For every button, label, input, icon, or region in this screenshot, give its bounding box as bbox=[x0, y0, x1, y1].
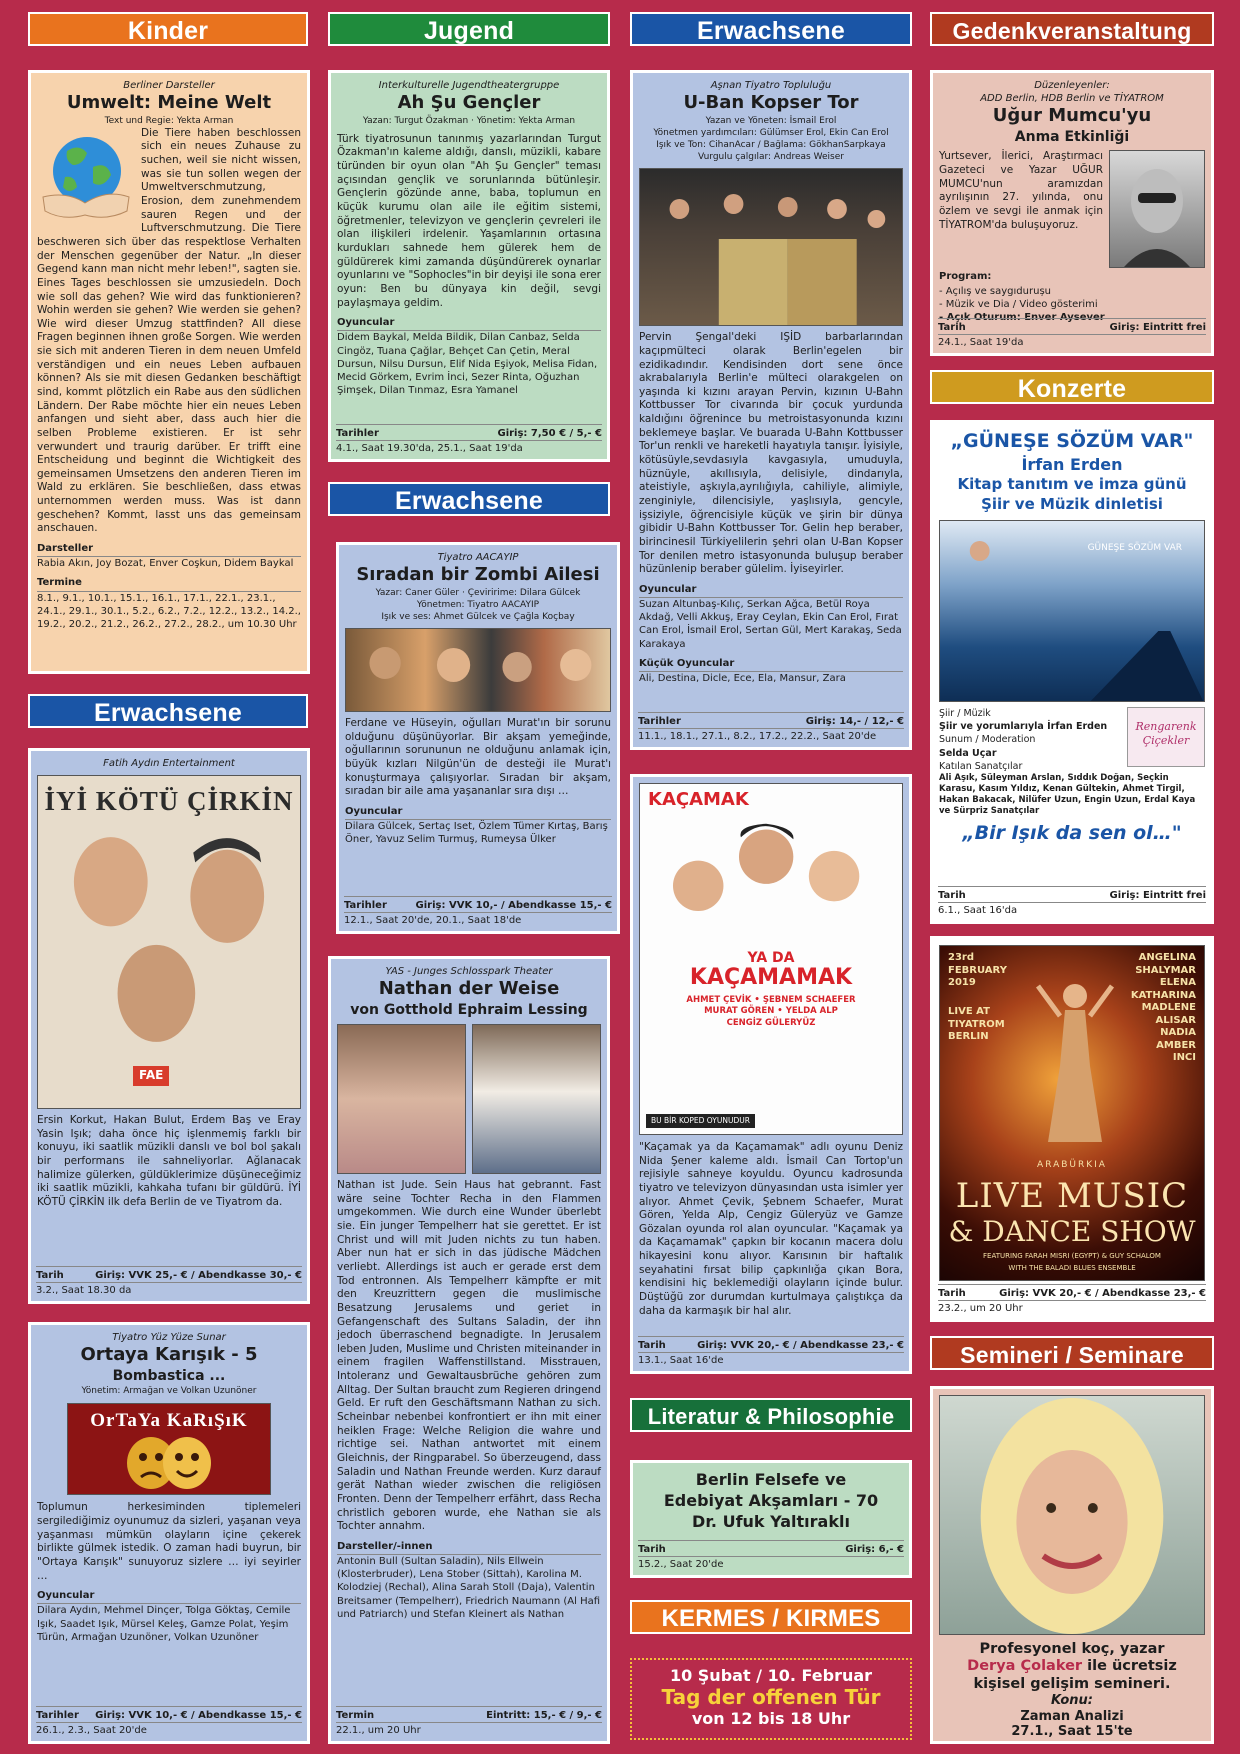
photo-stage bbox=[639, 168, 903, 326]
header-konzerte: Konzerte bbox=[930, 370, 1214, 404]
poster-title: İYİ KÖTÜ ÇİRKİN bbox=[44, 786, 294, 817]
card-ortaya bbox=[28, 1322, 310, 1744]
event-dates: 13.1., Saat 16'de bbox=[638, 1352, 904, 1367]
organizer: YAS - Junges Schlosspark Theater bbox=[385, 966, 553, 977]
kermes-title: Tag der offenen Tür bbox=[661, 1685, 881, 1709]
artists-list: Ali Aşık, Süleyman Arslan, Sıddık Doğan, Seçkin Karasu, Kasım Yıldız, Kenan Gültekin, Ahmet Tirgil, Hakan Bakacak, Nilüfer Uzun, Engin Uzun, Erdal Kaya ve Sürpriz Sanatçılar bbox=[939, 773, 1196, 817]
poster-featuring: FEATURING FARAH MISRI (EGYPT) & GUY SCHALOM bbox=[983, 1252, 1161, 1260]
card-kacamak bbox=[630, 774, 912, 1374]
cast-label: Oyuncular bbox=[345, 805, 611, 820]
event-title: Nathan der Weise bbox=[378, 978, 560, 1000]
event-dates: 6.1., Saat 16'da bbox=[938, 902, 1206, 917]
photo-tempelherr bbox=[472, 1024, 601, 1174]
entry-row: Termin Eintritt: 15,- € / 9,- € bbox=[336, 1706, 602, 1722]
event-line: Şiir ve Müzik dinletisi bbox=[981, 494, 1163, 513]
credits: Vurgulu çalgılar: Andreas Weiser bbox=[698, 152, 844, 163]
entry-row: Tarih Giriş: Eintritt frei bbox=[938, 886, 1206, 902]
kermes-box bbox=[630, 1658, 912, 1740]
organizer: Interkulturelle Jugendtheatergruppe bbox=[378, 80, 560, 91]
program-item: - Müzik ve Dia / Video gösterimi bbox=[939, 298, 1098, 310]
event-dates: 26.1., 2.3., Saat 20'de bbox=[36, 1722, 302, 1737]
header-gedenk: Gedenkveranstaltung bbox=[930, 12, 1214, 46]
header-jugend: Jugend bbox=[328, 12, 610, 46]
dates-label: Termine bbox=[37, 576, 301, 591]
credits: Yazan: Turgut Özakman · Yönetim: Yekta Arman bbox=[362, 115, 576, 126]
description: Die Tiere haben beschlossen sich ein neues Zuhause zu suchen, weil sie nicht wissen, was sie tun sollen wegen der Umweltverschmutzung, Erosion, dem zunehmendem sauren Regen und der Luftverschmutzung. Die Tiere beschweren sich über das respektlose Verhalten der Menschen gegenüber der Natur. „In dieser Gegend kann man nicht mehr leben!", sagten sie. Eines Tages beschlossen sie umzusiedeln. Doch wie soll das gehen? Wie wird das funktionieren? Wohin werden sie gehen? Wie werden sie gehen? Wie wird dieser Umzug stattfinden? All diese Fragen beginnen ihnen große Sorgen. Wie werden sie sich mit anderen Tieren in dem neuen Umfeld verständigen und ein neues Leben aufbauen können? Als sie mit diesen Gedanken beschäftigt sind, kommt plötzlich ein Rabe aus den südlichen Ländern. Der Rabe möchte hier ein neues Leben anfangen und sieht aber, dass auch hier die selben Probleme existieren. Er ist sehr verwundert und traurig darüber. Er trifft eine Entscheidung und beginnt die Wichtigkeit des gemeinsamen Umsetzens den anderen Tieren im Wald zu erklären. Sie beschließen, dass etwas unternommen werden muss. Was ist dann geschehen? Kommt, lasst uns das gemeinsam anschauen. bbox=[37, 126, 301, 535]
description: Toplumun herkesiminden tiplemeleri sergilediğimiz oyunumuz da sizleri, yaşanan veya yaşanması mümkün olayların içine çekerek birlikte gülmek istedik. O zaman hadi buyrun, bir "Ortaya Karışık" sunuyoruz sizlere … iyi seyirler … bbox=[37, 1501, 301, 1582]
faces-illustration bbox=[38, 820, 300, 1060]
slogan: „Bir Işık da sen ol…" bbox=[962, 822, 1182, 845]
header-kinder: Kinder bbox=[28, 12, 308, 46]
credits: Yönetmen: Tiyatro AACAYIP bbox=[416, 599, 540, 610]
entry-price: Giriş: VVK 20,- € / Abendkasse 23,- € bbox=[999, 1287, 1206, 1299]
cast-list: Suzan Altunbaş-Kılıç, Serkan Ağca, Betül Roya Akdağ, Velli Akkuş, Eray Ceylan, Ekin Can Erol, Fırat Can Erol, İsmail Erol, Sertan Gül, Mert Karakaş, Seda Karakaya bbox=[639, 598, 902, 650]
role-label: Sunum / Moderation bbox=[939, 734, 1036, 746]
entry-price: Giriş: VVK 10,- / Abendkasse 15,- € bbox=[415, 899, 612, 911]
entry-row: Tarihler Giriş: 7,50 € / 5,- € bbox=[336, 424, 602, 440]
entry-row: Tarih Giriş: VVK 20,- € / Abendkasse 23,- € bbox=[938, 1284, 1206, 1300]
header-erwachsene-1: Erwachsene bbox=[630, 12, 912, 46]
event-dates: 4.1., Saat 19.30'da, 25.1., Saat 19'da bbox=[336, 440, 602, 455]
cast-faces bbox=[640, 816, 902, 944]
cast-list: Dilara Gülcek, Sertaç Iset, Özlem Tümer Kırtaş, Barış Öner, Yavuz Selim Turmuş, Rumeysa Ülker bbox=[345, 821, 608, 846]
organizer-label: Düzenleyenler: bbox=[1034, 80, 1110, 91]
organizer: Tiyatro Yüz Yüze Sunar bbox=[112, 1332, 226, 1343]
entry-row: Tarihler Giriş: VVK 10,- € / Abendkasse 15,- € bbox=[36, 1706, 302, 1722]
card-nathan bbox=[328, 956, 610, 1744]
description: Ferdane ve Hüseyin, oğulları Murat'ın bir sorunu olduğunu düşünüyorlar. Bir akşam yemeğinde, oğullarının sorununun ne olduğunu anlamak için, büyük kızları Nilgün'ün de desteği ile Murat'ı konuşturmaya çalışıyorlar. Sıradan bir akşam, sıradan bir aile ama yaşananlar sıra dışı … bbox=[345, 717, 611, 798]
card-umwelt bbox=[28, 70, 310, 674]
event-line-2: Edebiyat Akşamları - 70 bbox=[663, 1491, 879, 1511]
speaker-name: Derya Çolaker bbox=[967, 1658, 1083, 1675]
book-cover bbox=[939, 520, 1205, 702]
poster-kacamak: KAÇAMAK YA DA KAÇAMAMAK AHMET ÇEVİK • ŞEBNEM SCHAEFER MURAT GÖREN • YELDA ALP CENGİZ GÜLERYÜZ BU BİR KOPED OYUNUDUR bbox=[639, 783, 903, 1135]
program-label: Program: bbox=[939, 271, 992, 283]
entry-row: Tarih Giriş: VVK 20,- € / Abendkasse 23,- € bbox=[638, 1336, 904, 1352]
card-gunese bbox=[930, 420, 1214, 924]
event-line-3: Dr. Ufuk Yaltıraklı bbox=[692, 1512, 850, 1532]
photo-recha bbox=[337, 1024, 466, 1174]
event-dates: 11.1., 18.1., 27.1., 8.2., 17.2., 22.2., Saat 20'de bbox=[638, 728, 904, 743]
cast-label: Oyuncular bbox=[639, 583, 903, 598]
header-kermes: KERMES / KIRMES bbox=[630, 1600, 912, 1634]
organizer: Fatih Aydın Entertainment bbox=[103, 758, 235, 769]
event-dates: 22.1., um 20 Uhr bbox=[336, 1722, 602, 1737]
card-uban bbox=[630, 70, 912, 750]
card-zombi bbox=[336, 542, 620, 934]
cast-list: Antonin Bull (Sultan Saladin), Nils Ellwein (Klosterbruder), Lena Stober (Sittah), Karolina M. Kolodziej (Rechal), Alina Sarah Stoll (Daja), Valentin Breitsamer (Tempelherr), Friedrich Naumann (Al Hafi und Patriarch) und Stefan Kleinert als Nathan bbox=[337, 1556, 601, 1620]
description: Pervin Şengal'deki IŞİD barbarlarından kaçıpmülteci olarak Berlin'egelen bir ezidikadındır. Kendisinden dort sene önce akrabalarıyla Berlin'e mülteci olarakgelen on yaşında ki kızını arayan Pervin, kızının U-Bahn Kottbusser Tor civarında bir çocuk yurdunda kaldığını öğrenince bu metroistasyonunda kızını beklemeye başlar. Ve buarada U-Bahn Kottbusser Tor'un renkli ve hareketli hayatıyla tanışır. İyisiyle, kötüsüyle,sevdasıyla kavgasıyla, umuduyla, hüznüyle, akıllısıyla, delisiyle, dindarıyla, ateistiyle, aşkıyla,ayrılığıyla, cahiliyle, alimiyle, zenginiyle, dilencisiyle, yaşlısıyla, gencyle, işsiziyle, öğrencisiyle küçük ve şirin bir dünya gibidir U-Bahn Kottbusser Tor. Gelin hep beraber, birincinesil Türkiyelilerin şehri olan U-Ban Kopser Tor denilen metro istasyonunda buluşup beraber hüzünlenip beraber gülelim. İyiseyirler. bbox=[639, 331, 903, 576]
kermes-time: von 12 bis 18 Uhr bbox=[691, 1709, 851, 1728]
globe-hands-icon bbox=[37, 131, 135, 223]
event-dates: 3.2., Saat 18.30 da bbox=[36, 1282, 302, 1297]
entry-row: Tarihler Giriş: VVK 10,- / Abendkasse 15,- € bbox=[344, 896, 612, 912]
event-title: „GÜNEŞE SÖZÜM VAR" bbox=[950, 430, 1194, 452]
event-title: Ortaya Karışık - 5 bbox=[80, 1344, 258, 1366]
entry-row: Tarih Giriş: Eintritt frei bbox=[938, 318, 1206, 334]
poster-location: LIVE AT TIYATROM BERLIN bbox=[948, 1006, 1005, 1042]
organizer: Tiyatro AACAYIP bbox=[437, 552, 519, 563]
entry-row: Tarih Giriş: VVK 25,- € / Abendkasse 30,- € bbox=[36, 1266, 302, 1282]
entry-price: Giriş: Eintritt frei bbox=[1109, 889, 1206, 901]
program-item: - Açık Oturum: Enver Aysever bbox=[939, 311, 1105, 323]
event-line: Kitap tanıtım ve imza günü bbox=[957, 475, 1187, 494]
entry-row: Tarih Giriş: 6,- € bbox=[638, 1540, 904, 1556]
event-line-1: Berlin Felsefe ve bbox=[695, 1470, 847, 1489]
role-value: Selda Uçar bbox=[939, 747, 997, 759]
cover-title: GÜNEŞE SÖZÜM VAR bbox=[1087, 542, 1182, 553]
entry-price: Giriş: VVK 20,- € / Abendkasse 23,- € bbox=[697, 1339, 904, 1351]
seminar-line-3: kişisel gelişim semineri. bbox=[973, 1675, 1171, 1692]
cast-list: Dilara Aydın, Mehmel Dinçer, Tolga Göktaş, Cemile Işık, Saadet Işık, Mürsel Keleş, Gamze Polat, Yeşim Türün, Armağan Uzunöner, Volkan Uzunöner bbox=[37, 1605, 291, 1643]
role-label: Katılan Sanatçılar bbox=[939, 760, 1023, 772]
event-dates: 23.2., um 20 Uhr bbox=[938, 1300, 1206, 1315]
role-label: Şiir / Müzik bbox=[939, 707, 991, 719]
card-felsefe bbox=[630, 1460, 912, 1578]
card-ahsu bbox=[328, 70, 610, 462]
event-title: Uğur Mumcu'yu bbox=[992, 105, 1152, 127]
cast-list: Rabia Akın, Joy Bozat, Enver Coşkun, Didem Baykal bbox=[37, 558, 294, 570]
dates-list: 8.1., 9.1., 10.1., 15.1., 16.1., 17.1., 22.1., 23.1., 24.1., 29.1., 30.1., 5.2., 6.2., 7.2., 12.2., 13.2., 14.2., 19.2., 20.2., 21.2., 26.2., 27.2., 28.2., um 10.30 Uhr bbox=[37, 592, 301, 630]
header-literatur: Literatur & Philosophie bbox=[630, 1398, 912, 1432]
credits: Yazan ve Yöneten: İsmail Erol bbox=[705, 115, 837, 126]
card-seminar bbox=[930, 1386, 1214, 1744]
artist-name: İrfan Erden bbox=[1021, 455, 1123, 475]
event-title: Ah Şu Gençler bbox=[397, 92, 541, 114]
photo-derya bbox=[939, 1395, 1205, 1635]
dancers-list: ANGELINA SHALYMAR ELENA KATHARINA MADLENE ALISAR NADIA AMBER INCI bbox=[1130, 952, 1196, 1063]
card-dance bbox=[930, 936, 1214, 1322]
organizer: ADD Berlin, HDB Berlin ve TİYATROM bbox=[980, 93, 1164, 105]
credits: Yazar: Caner Güler · Çeviririme: Dilara Gülcek bbox=[375, 587, 581, 598]
header-seminare: Semineri / Seminare bbox=[930, 1336, 1214, 1370]
theatre-masks-icon bbox=[109, 1433, 229, 1493]
card-mumcu bbox=[930, 70, 1214, 356]
poster-iyikotu bbox=[37, 775, 301, 1109]
organizer: Aşnan Tiyatro Topluluğu bbox=[710, 80, 832, 91]
poster-ensemble: WITH THE BALADI BLUES ENSEMBLE bbox=[1008, 1264, 1136, 1272]
poster-brand: ARABÜRKIA bbox=[1037, 1160, 1107, 1170]
poster-big-2: & DANCE SHOW bbox=[948, 1215, 1196, 1248]
entry-price: Giriş: 14,- / 12,- € bbox=[805, 715, 904, 727]
poster-date: 23rd FEBRUARY 2019 bbox=[948, 952, 1007, 988]
header-erwachsene-3: Erwachsene bbox=[28, 694, 308, 728]
event-dates: 12.1., Saat 20'de, 20.1., Saat 18'de bbox=[344, 912, 612, 927]
credits: Yönetmen yardımcıları: Gülümser Erol, Ekin Can Erol bbox=[653, 127, 889, 138]
dancer-silhouette bbox=[1030, 966, 1120, 1146]
description: Ersin Korkut, Hakan Bulut, Erdem Baş ve Eray Yasin Işık; daha önce hiç işlenmemiş farklı bir konuyu, iki saatlik müzikli danslı ve bol bol şakalı bir performans ile sahneliyorlar. Ağlanacak halimize gülerken, güldüklerimize düşüneceğimiz iki saatlik müzikli, kahkaha tufanı bir güldürü. İYİ KÖTÜ ÇİRKİN ilk defa Berlin de ve Tiyatrom da. bbox=[37, 1114, 301, 1209]
program-item: - Açılış ve saygıdurușu bbox=[939, 285, 1051, 297]
credits: Işık ve Ton: CihanAcar / Bağlama: GökhanSarpkaya bbox=[656, 139, 886, 150]
card-iyikotu bbox=[28, 748, 310, 1304]
kids-cast-label: Küçük Oyuncular bbox=[639, 657, 903, 672]
poster-big-1: LIVE MUSIC bbox=[955, 1176, 1189, 1216]
event-title: U-Ban Kopser Tor bbox=[683, 92, 859, 114]
topic-label: Konu: bbox=[1050, 1693, 1093, 1709]
description: Yurtsever, İlerici, Araştırmacı Gazeteci ve Yazar UĞUR MUMCU'nun aramızdan ayrılışının 27. yılında, onu özlem ve sevgi ile anmak için TİYATROM'da buluşuyoruz. bbox=[939, 150, 1103, 231]
event-subtitle: Bombastica ... bbox=[112, 1367, 226, 1384]
kermes-date: 10 Şubat / 10. Februar bbox=[669, 1666, 873, 1685]
cast-label: Darsteller bbox=[37, 542, 301, 557]
entry-row: Tarihler Giriş: 14,- / 12,- € bbox=[638, 712, 904, 728]
entry-price: Giriş: VVK 25,- € / Abendkasse 30,- € bbox=[95, 1269, 302, 1281]
event-title: Sıradan bir Zombi Ailesi bbox=[356, 564, 600, 586]
entry-price: Giriş: 7,50 € / 5,- € bbox=[497, 427, 602, 439]
credits: Yönetim: Armağan ve Volkan Uzunöner bbox=[81, 1386, 257, 1397]
poster-dance bbox=[939, 945, 1205, 1281]
cast-label: Oyuncular bbox=[337, 316, 601, 331]
cast-label: Darsteller/-innen bbox=[337, 1540, 601, 1555]
event-subtitle: Anma Etkinliği bbox=[1014, 128, 1130, 145]
entry-price: Giriş: 6,- € bbox=[845, 1543, 904, 1555]
entry-price: Giriş: Eintritt frei bbox=[1109, 321, 1206, 333]
ortaya-banner: OrTaYa KaRıŞıK bbox=[67, 1403, 271, 1495]
kids-cast-list: Ali, Destina, Dicle, Ece, Ela, Mansur, Zara bbox=[639, 672, 846, 684]
event-dates: 15.2., Saat 20'de bbox=[638, 1556, 904, 1571]
event-dates: 24.1., Saat 19'da bbox=[938, 334, 1206, 349]
topic: Zaman Analizi bbox=[1020, 1708, 1124, 1724]
rengarenk-logo: Rengarenk Çiçekler bbox=[1127, 707, 1205, 767]
role-value: Şiir ve yorumlarıyla İrfan Erden bbox=[939, 721, 1108, 733]
event-subtitle: von Gotthold Ephraim Lessing bbox=[350, 1001, 588, 1018]
credits: Text und Regie: Yekta Arman bbox=[104, 115, 234, 126]
seminar-line-1: Profesyonel koç, yazar bbox=[979, 1641, 1165, 1657]
photo-cast bbox=[345, 628, 611, 712]
seminar-line-2: Derya Çolaker ile ücretsiz bbox=[967, 1658, 1177, 1675]
entry-price: Giriş: VVK 10,- € / Abendkasse 15,- € bbox=[95, 1709, 302, 1721]
organizer: Berliner Darsteller bbox=[123, 80, 215, 91]
description: "Kaçamak ya da Kaçamamak" adlı oyunu Deniz Nida Şener kaleme aldı. İsmail Can Tortop'un rejisiyle sahneye koyuldu. Oyuncu kadrosunda tiyatro ve televizyon dünyasından usta isimler yer alıyor. Ahmet Çevik, Şebnem Schaefer, Murat Gören, Yelda Alp, Cengiz Güleryüz ve Gamze Gözalan oyunda rol alan oyuncular. "Kaçamak ya da Kaçamamak" çapkın bir kocanın macera dolu hikayesini konu alıyor. Karısının bir haftalık seyahatini fırsat bilip çapkınlığa çıkan Bora, kendisini hiç beklemediği olayların içinde bulur. Düştüğü zor durumdan kurtulmaya çalıştıkça da daha da karmaşık bir hal alır. bbox=[639, 1141, 903, 1317]
cast-label: Oyuncular bbox=[37, 1589, 301, 1604]
fae-logo: FAE bbox=[133, 1066, 169, 1086]
event-title: Umwelt: Meine Welt bbox=[66, 92, 272, 114]
description: Nathan ist Jude. Sein Haus hat gebrannt. Fast wäre seine Tochter Recha in den Flammen umgekommen. Wie durch eine Wunder überlebt sie. Ein junger Tempelherr hat sie gerettet. Er ist Christ und will mit Juden nichts zu tun haben. Aber nun hat er sich in das jüdische Mädchen verliebt. Allerdings ist auch er gerade erst dem Tod entronnen. Als Tempelherr kämpfte er mit den Kreuzrittern gegen die muslimische Besatzung Jerusalems und geriet in Gefangenschaft des Sultans Saladin, der ihn jedoch überraschend begnadigte. In Jerusalem leben Juden, Muslime und Christen miteinander in einem fragilen Waffenstillstand. Misstrauen, Intoleranz und Gewaltausbrüche gehören zum Alltag. Der Sultan braucht zum Regieren dringend Geld. Er ruft den Geschäftsmann Nathan zu sich. Scheinbar nebenbei konfrontiert er ihn mit einer heiklen Frage: Welche Religion die wahre und richtige sei. Nathan antwortet mit einem Gleichnis, der Ringparabel. So überzeugend, dass Saladin und Nathan Freunde werden. Kurz darauf gerät Nathan wieder zwischen die religiösen Fronten. Denn der Tempelherr erfährt, dass Recha christlich geboren wurde, ehe Nathan sie als Tochter annahm. bbox=[337, 1179, 601, 1533]
description: Türk tiyatrosunun tanınmış yazarlarından Turgut Özakman'ın kaleme aldığı, danslı, müzikli, kabare türünden bir oyun olan "Ah Şu Gençler" teması açısından gençlik ve sorunlarında bütünleşir. Gençlerin gözünde anne, baba, toplumun en küçük kurumu olan aile ile eğitim sistemi, öğretmenler, televizyon ve gençlerin çevreleri ile olan ilişkileri irdelenir. Yaşamlarının ortasına kurdukları sahnede hem gülerek hem de güldürerek kimi zamanda düşündürerek oynarlar oyunlarını ve "Sophocles"in bir deyişi ile sona erer oyun: Ben bu dünyaya kin değil, sevgi paylaşmaya geldim. bbox=[337, 132, 601, 309]
portrait-mumcu bbox=[1109, 150, 1205, 268]
cast-list: Didem Baykal, Melda Bildik, Dilan Canbaz, Selda Cingöz, Tuana Çağlar, Behçet Can Çetin, Meral Dursun, Nilsu Dursun, Elif Nida Eşiyok, Melisa Fidan, Mecid Görkem, Evrim İnci, Sezer Rinta, Oğuzhan Şimşek, Dilan Tınmaz, Esra Yamanel bbox=[337, 332, 598, 397]
entry-price: Eintritt: 15,- € / 9,- € bbox=[486, 1709, 602, 1721]
header-erwachsene-2: Erwachsene bbox=[328, 482, 610, 516]
seminar-date: 27.1., Saat 15'te bbox=[1011, 1724, 1133, 1740]
credits: Işık ve ses: Ahmet Gülcek ve Çağla Koçbay bbox=[381, 611, 575, 622]
